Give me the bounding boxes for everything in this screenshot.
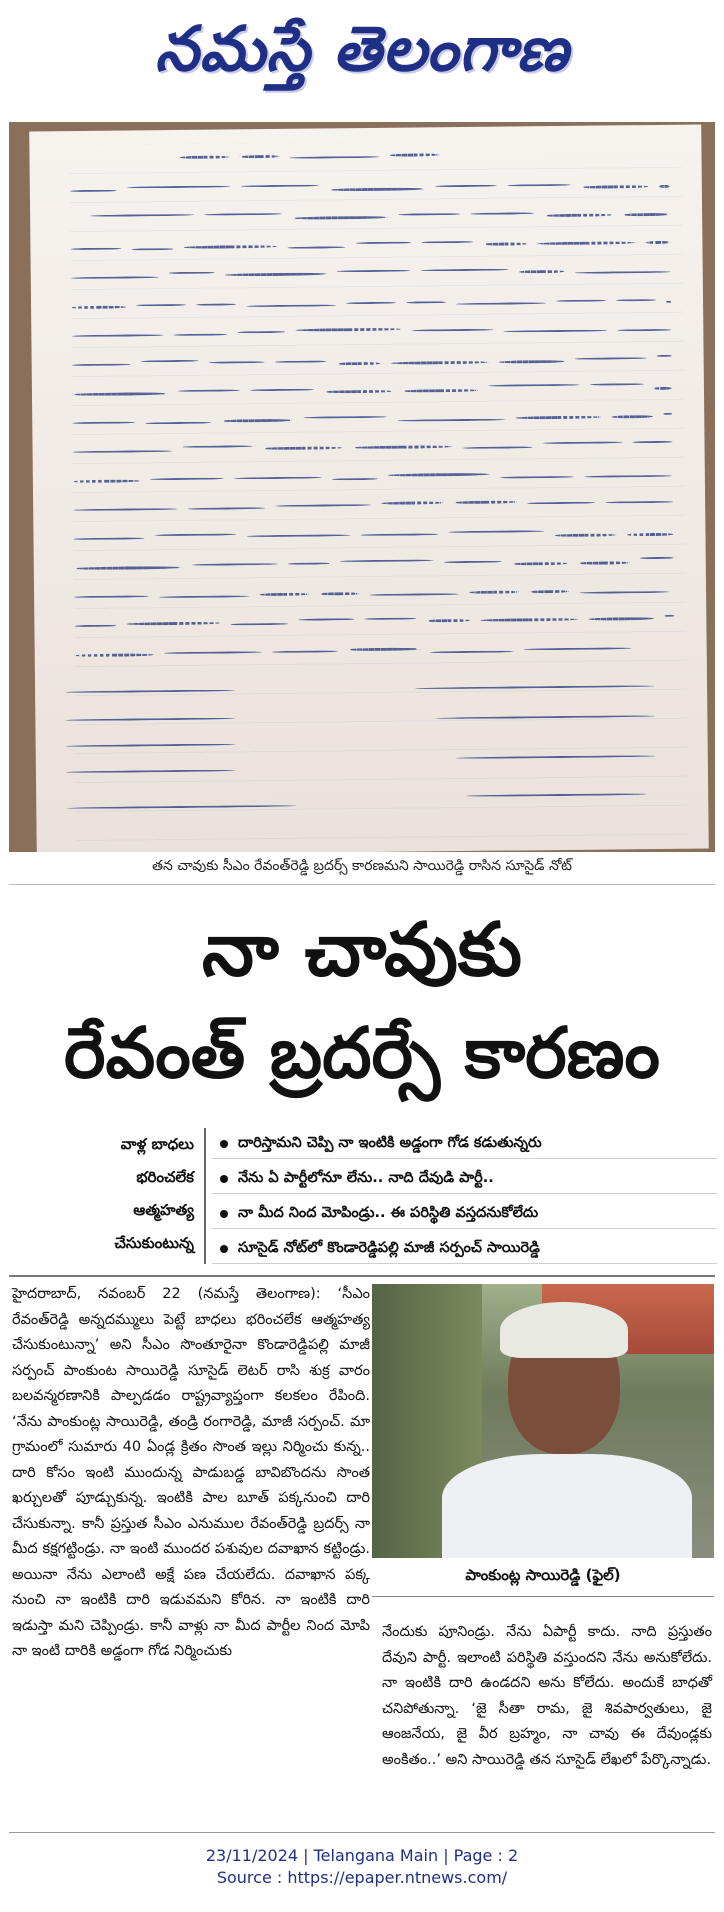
kicker-line: ఆత్మహత్య — [133, 1201, 194, 1219]
handwriting-stroke — [666, 301, 671, 303]
divider — [9, 1832, 715, 1833]
kicker-divider — [204, 1128, 206, 1264]
footer-date-edition: 23/11/2024 | Telangana Main | Page : 2 — [205, 1846, 519, 1865]
kicker-line: భరించలేక — [136, 1168, 194, 1186]
masthead — [0, 0, 724, 110]
bullet-text: దారిస్తామని చెప్పి నా ఇంటికి అడ్డంగా గోడ కడుతున్నరు — [238, 1135, 542, 1151]
headline-line-1: నా చావుకు — [201, 907, 523, 993]
divider — [9, 1275, 715, 1277]
headline-line-2: రేవంత్‌ బ్రదర్సే కారణం — [64, 1012, 660, 1094]
article-text: నేందుకు పూనిండ్రు. నేను ఏపార్టీ కాదు. నాది ప్రస్తుతం దేవుని పార్టీ. ఇలాంటి పరిస్థితి వస్తుందని నేను అనుకోలేదు. నా ఇంటికి దారి ఉండదని అను కోలేదు. అందుకే బాధతో చనిపోతున్నా. ‘జై సీతా రామ, జై శివపార్వతులు, జై ఆంజనేయ, జై వీర బ్రహ్మం, నా చావు ఈ దేవుండ్లకు అంకితం..’ అని సాయిరెడ్డి తన సూసైడ్‌ లేఖలో పేర్కొన్నాడు. — [382, 1624, 712, 1768]
bullet-dot-icon — [220, 1175, 228, 1183]
suicide-note-photo — [9, 122, 715, 852]
bullet-text: సూసైడ్‌ నోట్‌లో కొండారెడ్డిపల్లి మాజీ సర్పంచ్‌ సాయిరెడ్డి — [238, 1240, 540, 1256]
footer-source: Source : https://epaper.ntnews.com/ — [216, 1868, 508, 1887]
highlight-bullets — [212, 1128, 717, 1268]
bullet-dot-icon — [220, 1245, 228, 1253]
divider — [9, 884, 715, 885]
article-column-left — [12, 1282, 370, 1665]
newspaper-logo: నమస్తే తెలంగాణ — [154, 12, 570, 85]
divider — [372, 1596, 714, 1597]
kicker-line: వాళ్ల బాధలు — [120, 1135, 194, 1153]
bullet-item — [212, 1233, 717, 1264]
article-text: హైదరాబాద్‌, నవంబర్‌ 22 (నమస్తే తెలంగాణ): ‘సీఎం రేవంత్‌రెడ్డి అన్నదమ్ములు పెట్టే బాధలు భరించలేక ఆత్మహత్య చేసుకుంటున్నా’ అని సీఎం సొంతూరైనా కొండారెడ్డిపల్లి మాజీ సర్పంచ్‌ పాంకుంట సాయిరెడ్డి సూసైడ్‌ లెటర్‌ రాసి శుక్ర వారం బలవన్మరణానికి పాల్పడడం రాష్ట్రవ్యాప్తంగా కలకలం రేపింది. ‘నేను పాంకుంట్ల సాయిరెడ్డి, తండ్రి రంగారెడ్డి, మాజీ సర్పంచ్‌. మా గ్రామంలో సుమారు 40 ఏండ్ల క్రితం సొంత ఇల్లు నిర్మించు కున్న.. దారి కోసం ఇంటి ముందున్న పాడుబడ్డ బావిబొందను సొంత ఖర్చులతో పూడ్చుకున్న. ఇంటికి పాల బూత్‌ పక్కనుంచి దారి చేసుకున్నా. కానీ ప్రస్తుత సీఎం ఎనుముల రేవంత్‌రెడ్డి బ్రదర్స్‌ నా మీద కక్షగట్టిండ్రు. నా ఇంటి ముందర పశువుల దవాఖాన కట్టిండ్రు. అయినా నేను ఎలాంటి అక్షే పణ చేయలేదు. దవాఖాన పక్క నుంచి నా ఇంటికి దారి ఇడువమని కోరిన. నా ఇంటికి దారి ఇడుస్తా మని చెప్పిండ్రు. కానీ వాళ్లు నా మీద పార్టీల నింద మోపి నా ఇంటి దారికి అడ్డంగా గోడ నిర్మించుకు — [12, 1286, 370, 1659]
kicker-line: చేసుకుంటున్న — [114, 1234, 194, 1252]
photo-caption: పాంకుంట్ల సాయిరెడ్డి (ఫైల్‌) — [465, 1566, 621, 1584]
article-column-right — [382, 1620, 712, 1773]
handwriting — [29, 125, 701, 132]
bullet-dot-icon — [220, 1210, 228, 1218]
note-paper — [29, 125, 709, 852]
bullet-item — [212, 1163, 717, 1194]
note-caption: తన చావుకు సీఎం రేవంత్‌రెడ్డి బ్రదర్స్‌ కారణమని సాయిరెడ్డి రాసిన సూసైడ్‌ నోట్‌ — [152, 858, 572, 874]
bullet-item — [212, 1128, 717, 1159]
kicker — [14, 1128, 194, 1260]
bullet-item — [212, 1198, 717, 1229]
bullet-text: నా మీద నింద మోపిండ్రు.. ఈ పరిస్థితి వస్తదనుకోలేదు — [238, 1205, 539, 1221]
bullet-dot-icon — [220, 1140, 228, 1148]
bullet-text: నేను ఏ పార్టీలోనూ లేను.. నాది దేవుడి పార్టీ.. — [238, 1170, 494, 1186]
portrait-photo — [372, 1284, 714, 1558]
